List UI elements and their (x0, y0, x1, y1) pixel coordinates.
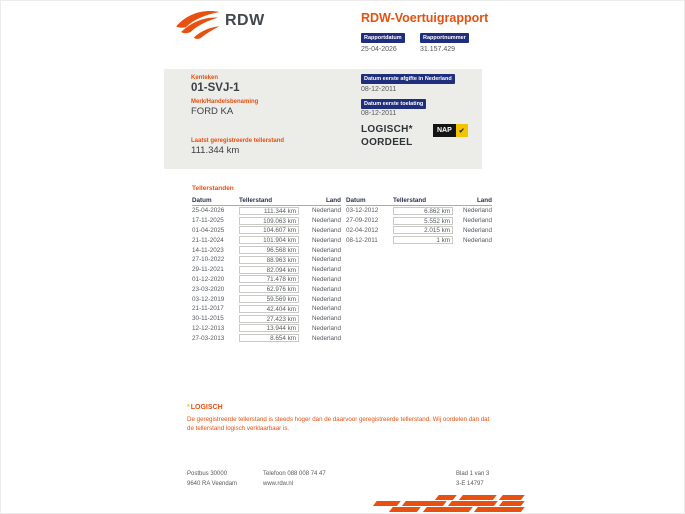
cell-datum: 29-11-2021 (192, 266, 224, 274)
footer-form-number: 3-E 14797 (456, 481, 484, 488)
cell-tellerstand: 1 km (393, 236, 453, 244)
cell-datum: 01-04-2025 (192, 226, 225, 234)
cell-land: Nederland (311, 315, 341, 323)
cell-tellerstand: 71.478 km (239, 275, 299, 283)
table-header-row (192, 196, 341, 206)
cell-tellerstand: 59.569 km (239, 295, 299, 303)
report-title: RDW-Voertuigrapport (361, 11, 489, 25)
cell-tellerstand: 109.063 km (239, 217, 299, 225)
cell-tellerstand: 5.552 km (393, 217, 453, 225)
cell-datum: 12-12-2013 (192, 324, 225, 332)
table-row (346, 216, 492, 226)
cell-datum: 25-04-2026 (192, 207, 225, 215)
cell-land: Nederland (311, 334, 341, 342)
cell-land: Nederland (462, 217, 492, 225)
cell-land: Nederland (311, 226, 341, 234)
footer-address-line2: 9640 RA Veendam (187, 481, 238, 488)
column-header-tellerstand: Tellerstand (239, 197, 273, 204)
cell-datum: 27-09-2012 (346, 217, 379, 225)
cell-datum: 27-03-2013 (192, 334, 225, 342)
rapportnummer-value: 31.157.429 (420, 46, 456, 53)
cell-tellerstand: 42.404 km (239, 305, 299, 313)
cell-datum: 01-12-2020 (192, 275, 225, 283)
column-header-datum: Datum (192, 197, 212, 204)
rapportdatum-value: 25-04-2026 (361, 46, 397, 53)
datum-eerste-toelating-label: Datum eerste toelating (361, 99, 426, 109)
footer-page-number: Blad 1 van 3 (456, 471, 490, 477)
cell-land: Nederland (311, 295, 341, 303)
rdw-logo-icon (173, 7, 221, 41)
cell-land: Nederland (311, 285, 341, 293)
tellerstanden-table-right (346, 196, 492, 245)
column-header-datum: Datum (346, 197, 366, 204)
cell-tellerstand: 104.607 km (239, 226, 299, 234)
cell-land: Nederland (311, 246, 341, 254)
table-row (192, 294, 341, 304)
table-row (192, 216, 341, 226)
datum-eerste-afgifte-value: 08-12-2011 (361, 86, 397, 93)
cell-datum: 21-11-2024 (192, 236, 224, 244)
cell-datum: 08-12-2011 (346, 236, 378, 244)
brand-wordmark: RDW (225, 12, 265, 29)
cell-datum: 23-03-2020 (192, 285, 225, 293)
datum-eerste-toelating-value: 08-12-2011 (361, 110, 397, 117)
speed-stripes-graphic (373, 495, 525, 513)
table-row (192, 245, 341, 255)
table-row (192, 314, 341, 324)
table-row (192, 265, 341, 275)
table-header-row (346, 196, 492, 206)
cell-tellerstand: 96.568 km (239, 246, 299, 254)
tellerstanden-section-label: Tellerstanden (192, 185, 234, 192)
table-row (192, 333, 341, 343)
cell-tellerstand: 88.963 km (239, 256, 299, 264)
cell-datum: 30-11-2015 (192, 315, 224, 323)
table-row (192, 235, 341, 245)
laatste-tellerstand-label: Laatst geregistreerde tellerstand (191, 138, 285, 144)
cell-tellerstand: 6.862 km (393, 207, 453, 215)
cell-datum: 02-04-2012 (346, 226, 379, 234)
logisch-note-title-text: LOGISCH (190, 404, 223, 411)
nap-checkmark-icon: ✔ (456, 124, 468, 137)
cell-tellerstand: 101.904 km (239, 236, 299, 244)
nap-logo-text: NAP (433, 124, 456, 137)
cell-land: Nederland (462, 207, 492, 215)
column-header-land: Land (476, 197, 492, 204)
cell-tellerstand: 13.944 km (239, 324, 299, 332)
tellerstanden-table-left (192, 196, 341, 343)
cell-datum: 14-11-2023 (192, 246, 224, 254)
cell-datum: 03-12-2019 (192, 295, 225, 303)
table-row (192, 275, 341, 285)
merk-label: Merk/Handelsbenaming (191, 99, 259, 105)
cell-tellerstand: 27.423 km (239, 315, 299, 323)
cell-datum: 03-12-2012 (346, 207, 379, 215)
column-header-land: Land (325, 197, 341, 204)
footer-website: www.rdw.nl (263, 481, 294, 488)
asterisk-icon: * (187, 404, 190, 411)
cell-land: Nederland (311, 207, 341, 215)
vehicle-summary-panel (164, 69, 482, 169)
footer-contact (263, 469, 326, 489)
cell-tellerstand: 62.976 km (239, 285, 299, 293)
table-row (192, 226, 341, 236)
cell-tellerstand: 82.094 km (239, 266, 299, 274)
rapportnummer-label: Rapportnummer (420, 33, 469, 43)
table-row (346, 235, 492, 245)
table-row (192, 255, 341, 265)
cell-land: Nederland (311, 266, 341, 274)
cell-land: Nederland (462, 236, 492, 244)
cell-land: Nederland (311, 236, 341, 244)
cell-land: Nederland (311, 217, 341, 225)
cell-datum: 27-10-2022 (192, 256, 225, 264)
cell-land: Nederland (462, 226, 492, 234)
oordeel-line2: OORDEEL (361, 137, 413, 148)
table-row (192, 324, 341, 334)
cell-datum: 17-11-2025 (192, 217, 224, 225)
footer-phone: Telefoon 088 008 74 47 (263, 471, 326, 477)
laatste-tellerstand-value: 111.344 km (191, 145, 240, 156)
table-row (346, 206, 492, 216)
oordeel-line1: LOGISCH* (361, 124, 413, 135)
kenteken-label: Kenteken (191, 75, 219, 81)
cell-land: Nederland (311, 324, 341, 332)
datum-eerste-afgifte-label: Datum eerste afgifte in Nederland (361, 74, 455, 84)
logisch-note-body: De geregistreerde tellerstand is steeds hoger dan de daarvoor geregistreerde tellerstand. Wij oordelen dan dat de tellerstand logisch verklaarbaar is. (187, 416, 490, 433)
column-header-tellerstand: Tellerstand (393, 197, 427, 204)
cell-land: Nederland (311, 305, 341, 313)
footer-address (187, 469, 237, 489)
merk-value: FORD KA (191, 106, 234, 117)
cell-tellerstand: 2.015 km (393, 226, 453, 234)
logisch-note-title (187, 404, 223, 411)
cell-tellerstand: 8.654 km (239, 334, 299, 342)
cell-land: Nederland (311, 275, 341, 283)
nap-logo (433, 124, 468, 137)
rapportdatum-label: Rapportdatum (361, 33, 405, 43)
cell-datum: 21-11-2017 (192, 305, 224, 313)
cell-tellerstand: 111.344 km (239, 207, 299, 215)
cell-land: Nederland (311, 256, 341, 264)
table-row (192, 284, 341, 294)
kenteken-value: 01-SVJ-1 (191, 82, 240, 94)
table-row (192, 304, 341, 314)
table-row (346, 226, 492, 236)
footer-address-line1: Postbus 30000 (187, 471, 228, 477)
footer-pagination (456, 469, 489, 489)
table-row (192, 206, 341, 216)
